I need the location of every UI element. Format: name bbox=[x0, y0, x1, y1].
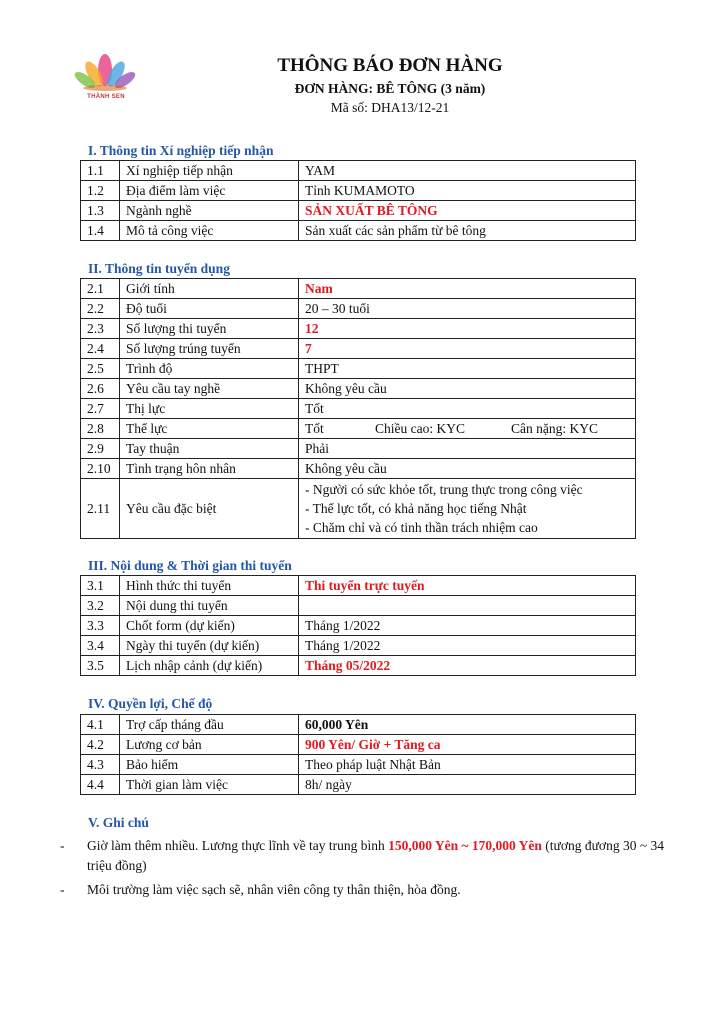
row-number: 1.2 bbox=[81, 181, 120, 201]
row-label: Nội dung thi tuyển bbox=[120, 596, 299, 616]
row-label: Chốt form (dự kiến) bbox=[120, 616, 299, 636]
row-label: Mô tả công việc bbox=[120, 221, 299, 241]
requirement-line: - Người có sức khỏe tốt, trung thực trong công việc bbox=[305, 482, 583, 497]
row-number: 4.2 bbox=[81, 735, 120, 755]
row-value: Nam bbox=[299, 279, 636, 299]
table-row bbox=[81, 576, 636, 596]
row-number: 2.3 bbox=[81, 319, 120, 339]
row-value-special-requirements bbox=[299, 479, 636, 539]
row-label: Thể lực bbox=[120, 419, 299, 439]
note-item bbox=[60, 836, 690, 876]
section-2-table bbox=[80, 278, 636, 539]
document-header bbox=[230, 54, 550, 117]
row-value: 900 Yên/ Giờ + Tăng ca bbox=[299, 735, 636, 755]
row-value: Tốt bbox=[299, 399, 636, 419]
table-row bbox=[81, 596, 636, 616]
row-number: 1.3 bbox=[81, 201, 120, 221]
row-number: 2.2 bbox=[81, 299, 120, 319]
row-label: Trợ cấp tháng đầu bbox=[120, 715, 299, 735]
row-number: 3.2 bbox=[81, 596, 120, 616]
requirement-line: - Thể lực tốt, có khả năng học tiếng Nhật bbox=[305, 501, 527, 516]
row-label: Yêu cầu đặc biệt bbox=[120, 479, 299, 539]
note-bullet: - bbox=[60, 882, 65, 897]
page-title: THÔNG BÁO ĐƠN HÀNG bbox=[277, 55, 503, 76]
note-text bbox=[87, 836, 690, 876]
notes-list bbox=[60, 836, 690, 900]
row-value: THPT bbox=[299, 359, 636, 379]
row-value: 60,000 Yên bbox=[299, 715, 636, 735]
note-text-prefix: Giờ làm thêm nhiều. Lương thực lĩnh về tay trung bình bbox=[87, 838, 389, 853]
row-label: Ngành nghề bbox=[120, 201, 299, 221]
table-row bbox=[81, 279, 636, 299]
row-value: Sản xuất các sản phẩm từ bê tông bbox=[299, 221, 636, 241]
row-number: 2.7 bbox=[81, 399, 120, 419]
row-label: Thị lực bbox=[120, 399, 299, 419]
company-logo bbox=[70, 48, 140, 110]
row-number: 2.9 bbox=[81, 439, 120, 459]
table-row bbox=[81, 359, 636, 379]
row-value: Thi tuyển trực tuyến bbox=[299, 576, 636, 596]
table-row bbox=[81, 379, 636, 399]
row-label: Xí nghiệp tiếp nhận bbox=[120, 161, 299, 181]
height-requirement: Chiều cao: KYC bbox=[375, 421, 465, 436]
row-number: 1.1 bbox=[81, 161, 120, 181]
lotus-logo-icon bbox=[70, 48, 140, 98]
row-number: 3.4 bbox=[81, 636, 120, 656]
row-value bbox=[299, 596, 636, 616]
row-label: Lịch nhập cảnh (dự kiến) bbox=[120, 656, 299, 676]
table-row bbox=[81, 221, 636, 241]
table-row bbox=[81, 735, 636, 755]
table-row bbox=[81, 339, 636, 359]
row-number: 3.5 bbox=[81, 656, 120, 676]
row-number: 2.1 bbox=[81, 279, 120, 299]
row-label: Địa điểm làm việc bbox=[120, 181, 299, 201]
table-row bbox=[81, 755, 636, 775]
requirement-line: - Chăm chỉ và có tinh thần trách nhiệm cao bbox=[305, 520, 538, 535]
section-3-title: III. Nội dung & Thời gian thi tuyển bbox=[88, 558, 292, 573]
row-value: Theo pháp luật Nhật Bản bbox=[299, 755, 636, 775]
table-row bbox=[81, 656, 636, 676]
table-row bbox=[81, 419, 636, 439]
section-5-title: V. Ghi chú bbox=[88, 815, 149, 830]
physical-value: Tốt bbox=[305, 421, 324, 436]
row-value: 8h/ ngày bbox=[299, 775, 636, 795]
row-number: 2.11 bbox=[81, 479, 120, 539]
table-row bbox=[81, 616, 636, 636]
section-2-title: II. Thông tin tuyển dụng bbox=[88, 261, 230, 276]
note-text-suffix: (tương đương 30 ~ 34 triệu đồng) bbox=[87, 838, 664, 873]
row-number: 1.4 bbox=[81, 221, 120, 241]
logo-text: THÀNH SEN bbox=[87, 94, 125, 100]
table-row bbox=[81, 479, 636, 539]
table-row bbox=[81, 181, 636, 201]
row-label: Trình độ bbox=[120, 359, 299, 379]
row-value-physical bbox=[299, 419, 636, 439]
row-label: Yêu cầu tay nghề bbox=[120, 379, 299, 399]
row-number: 2.5 bbox=[81, 359, 120, 379]
row-number: 3.1 bbox=[81, 576, 120, 596]
table-row bbox=[81, 439, 636, 459]
row-label: Lương cơ bản bbox=[120, 735, 299, 755]
order-code: Mã số: DHA13/12-21 bbox=[330, 100, 450, 115]
row-number: 2.10 bbox=[81, 459, 120, 479]
row-value: Tháng 05/2022 bbox=[299, 656, 636, 676]
table-row bbox=[81, 399, 636, 419]
note-item bbox=[60, 880, 690, 900]
row-label: Số lượng thi tuyển bbox=[120, 319, 299, 339]
row-value: YAM bbox=[299, 161, 636, 181]
row-label: Số lượng trúng tuyển bbox=[120, 339, 299, 359]
row-value: Tháng 1/2022 bbox=[299, 616, 636, 636]
row-label: Giới tính bbox=[120, 279, 299, 299]
row-label: Ngày thi tuyển (dự kiến) bbox=[120, 636, 299, 656]
weight-requirement: Cân nặng: KYC bbox=[511, 421, 598, 436]
table-row bbox=[81, 636, 636, 656]
section-1-table bbox=[80, 160, 636, 241]
row-number: 2.4 bbox=[81, 339, 120, 359]
table-row bbox=[81, 299, 636, 319]
row-value: SẢN XUẤT BÊ TÔNG bbox=[299, 201, 636, 221]
table-row bbox=[81, 319, 636, 339]
row-value: 7 bbox=[299, 339, 636, 359]
row-value: Không yêu cầu bbox=[299, 459, 636, 479]
row-value: Tỉnh KUMAMOTO bbox=[299, 181, 636, 201]
order-subtitle: ĐƠN HÀNG: BÊ TÔNG (3 năm) bbox=[294, 81, 486, 96]
table-row bbox=[81, 459, 636, 479]
row-number: 4.4 bbox=[81, 775, 120, 795]
section-4-title: IV. Quyền lợi, Chế độ bbox=[88, 696, 213, 711]
table-row bbox=[81, 775, 636, 795]
row-label: Tình trạng hôn nhân bbox=[120, 459, 299, 479]
row-value: Phải bbox=[299, 439, 636, 459]
table-row bbox=[81, 201, 636, 221]
row-label: Độ tuổi bbox=[120, 299, 299, 319]
row-label: Thời gian làm việc bbox=[120, 775, 299, 795]
row-value: 12 bbox=[299, 319, 636, 339]
row-value: Tháng 1/2022 bbox=[299, 636, 636, 656]
row-number: 3.3 bbox=[81, 616, 120, 636]
row-number: 2.6 bbox=[81, 379, 120, 399]
row-value: Không yêu cầu bbox=[299, 379, 636, 399]
note-bullet: - bbox=[60, 838, 65, 853]
section-3-table bbox=[80, 575, 636, 676]
section-1-title: I. Thông tin Xí nghiệp tiếp nhận bbox=[88, 143, 274, 158]
section-4-table bbox=[80, 714, 636, 795]
row-number: 4.3 bbox=[81, 755, 120, 775]
row-label: Bảo hiểm bbox=[120, 755, 299, 775]
note-text: Môi trường làm việc sạch sẽ, nhân viên công ty thân thiện, hòa đồng. bbox=[87, 882, 461, 897]
salary-highlight: 150,000 Yên ~ 170,000 Yên bbox=[388, 838, 542, 853]
table-row bbox=[81, 161, 636, 181]
row-number: 2.8 bbox=[81, 419, 120, 439]
table-row bbox=[81, 715, 636, 735]
row-number: 4.1 bbox=[81, 715, 120, 735]
row-label: Hình thức thi tuyển bbox=[120, 576, 299, 596]
row-value: 20 – 30 tuổi bbox=[299, 299, 636, 319]
row-label: Tay thuận bbox=[120, 439, 299, 459]
